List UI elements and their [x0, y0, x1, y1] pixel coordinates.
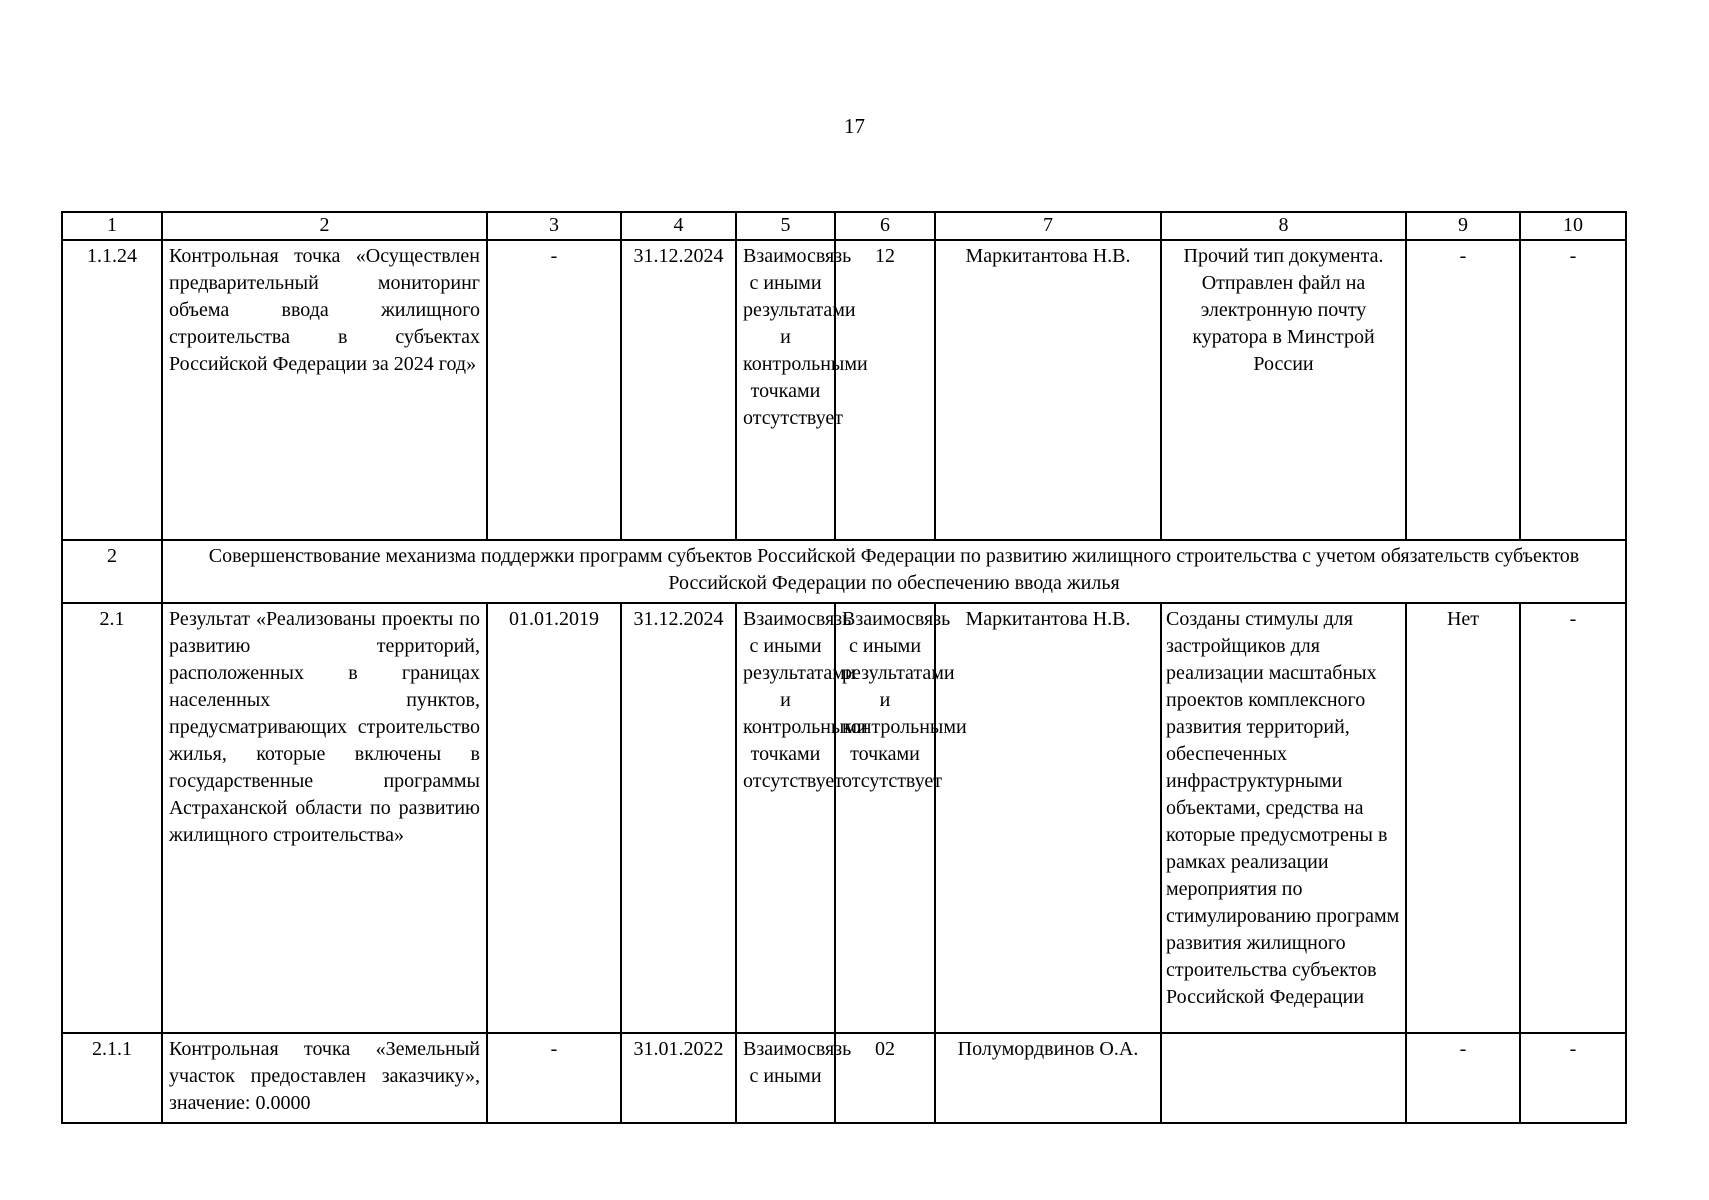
row-link-code: 02	[835, 1033, 935, 1123]
row-col10: -	[1520, 240, 1626, 540]
row-number: 2.1	[62, 603, 162, 1033]
table-row	[62, 240, 1626, 540]
row-name: Результат «Реализованы проекты по развитию территорий, расположенных в границах населенных пунктов, предусматривающих строительство жилья, которые включены в государственные программы Астраханской области по развитию жилищного строительства»	[162, 603, 487, 1033]
header-cell: 10	[1520, 212, 1626, 240]
section-number: 2	[62, 540, 162, 603]
row-document: Созданы стимулы для застройщиков для реализации масштабных проектов комплексного развития территорий, обеспеченных инфраструктурными объектами, средства на которые предусмотрены в рамках реализации мероприятия по стимулированию программ развития жилищного строительства субъектов Российской Федерации	[1161, 603, 1406, 1033]
row-responsible: Полумордвинов О.А.	[935, 1033, 1161, 1123]
row-responsible: Маркитантова Н.В.	[935, 240, 1161, 540]
header-cell: 2	[162, 212, 487, 240]
row-number: 2.1.1	[62, 1033, 162, 1123]
row-link-2: Взаимосвязь с иными результатами и контрольными точками отсутствует	[835, 603, 935, 1033]
row-responsible: Маркитантова Н.В.	[935, 603, 1161, 1033]
row-col10: -	[1520, 1033, 1626, 1123]
row-link: Взаимосвязь с иными результатами и контрольными точками отсутствует	[736, 240, 835, 540]
header-cell: 7	[935, 212, 1161, 240]
row-col9: Нет	[1406, 603, 1520, 1033]
row-start-date: -	[487, 1033, 621, 1123]
row-start-date: 01.01.2019	[487, 603, 621, 1033]
row-col10: -	[1520, 603, 1626, 1033]
header-cell: 9	[1406, 212, 1520, 240]
header-cell: 4	[621, 212, 736, 240]
header-cell: 8	[1161, 212, 1406, 240]
row-document	[1161, 1033, 1406, 1123]
table-row	[62, 603, 1626, 1033]
header-cell: 3	[487, 212, 621, 240]
row-col9: -	[1406, 1033, 1520, 1123]
row-name: Контрольная точка «Земельный участок предоставлен заказчику», значение: 0.0000	[162, 1033, 487, 1123]
section-title: Совершенствование механизма поддержки программ субъектов Российской Федерации по развитию жилищного строительства с учетом обязательств субъектов Российской Федерации по обеспечению ввода жилья	[162, 540, 1626, 603]
row-link: Взаимосвязь с иными результатами и контрольными точками отсутствует	[736, 603, 835, 1033]
row-number: 1.1.24	[62, 240, 162, 540]
row-end-date: 31.12.2024	[621, 240, 736, 540]
page-number: 17	[844, 114, 865, 138]
row-link: Взаимосвязь с иными	[736, 1033, 835, 1123]
table-row	[62, 1033, 1626, 1123]
row-start-date: -	[487, 240, 621, 540]
row-document: Прочий тип документа. Отправлен файл на электронную почту куратора в Минстрой России	[1161, 240, 1406, 540]
header-row	[62, 212, 1626, 240]
header-cell: 6	[835, 212, 935, 240]
row-link-code: 12	[835, 240, 935, 540]
header-cell: 5	[736, 212, 835, 240]
row-end-date: 31.12.2024	[621, 603, 736, 1033]
header-cell: 1	[62, 212, 162, 240]
row-end-date: 31.01.2022	[621, 1033, 736, 1123]
section-row	[62, 540, 1626, 603]
plan-table	[61, 211, 1627, 1124]
row-col9: -	[1406, 240, 1520, 540]
row-name: Контрольная точка «Осуществлен предварительный мониторинг объема ввода жилищного строительства в субъектах Российской Федерации за 2024 год»	[162, 240, 487, 540]
